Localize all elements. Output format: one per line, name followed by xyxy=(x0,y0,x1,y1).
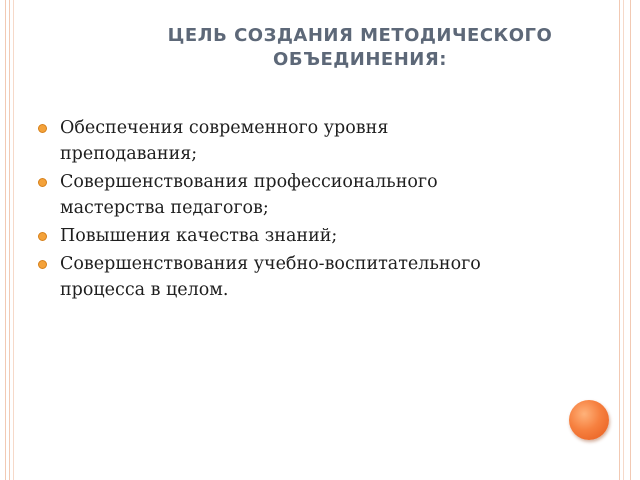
right-border-line xyxy=(623,0,624,480)
bullet-text-line-1: Совершенствования профессионального xyxy=(60,172,438,192)
bullet-marker-icon xyxy=(38,178,47,187)
left-border-line xyxy=(5,0,6,480)
right-border-line xyxy=(630,0,631,480)
slide-title xyxy=(120,24,600,72)
slide-title-line-2 xyxy=(120,48,600,72)
slide-title-line-2-text: ОБЪЕДИНЕНИЯ xyxy=(273,49,440,70)
bullet-item xyxy=(38,169,598,221)
slide-title-suffix: : xyxy=(439,49,447,70)
bullet-item xyxy=(38,115,598,167)
bullet-text-line-2: мастерства педагогов; xyxy=(60,198,269,218)
bullet-item xyxy=(38,223,598,249)
left-border-line xyxy=(13,0,14,480)
left-border-line xyxy=(9,0,10,480)
bullet-marker-icon xyxy=(38,124,47,133)
bullet-text-line-2: процесса в целом. xyxy=(60,280,229,300)
bullet-text-line-2: преподавания; xyxy=(60,144,198,164)
bullet-text-line-1: Повышения качества знаний; xyxy=(60,226,338,246)
bullet-text-line-1: Совершенствования учебно-воспитательного xyxy=(60,254,481,274)
slide-title-line-1: ЦЕЛЬ СОЗДАНИЯ МЕТОДИЧЕСКОГО xyxy=(167,25,553,46)
bullet-list xyxy=(38,115,598,305)
bullet-marker-icon xyxy=(38,260,47,269)
right-border-line xyxy=(619,0,620,480)
bullet-marker-icon xyxy=(38,232,47,241)
bullet-text-line-1: Обеспечения современного уровня xyxy=(60,118,389,138)
orange-circle-decoration xyxy=(569,400,609,440)
bullet-item xyxy=(38,251,598,303)
